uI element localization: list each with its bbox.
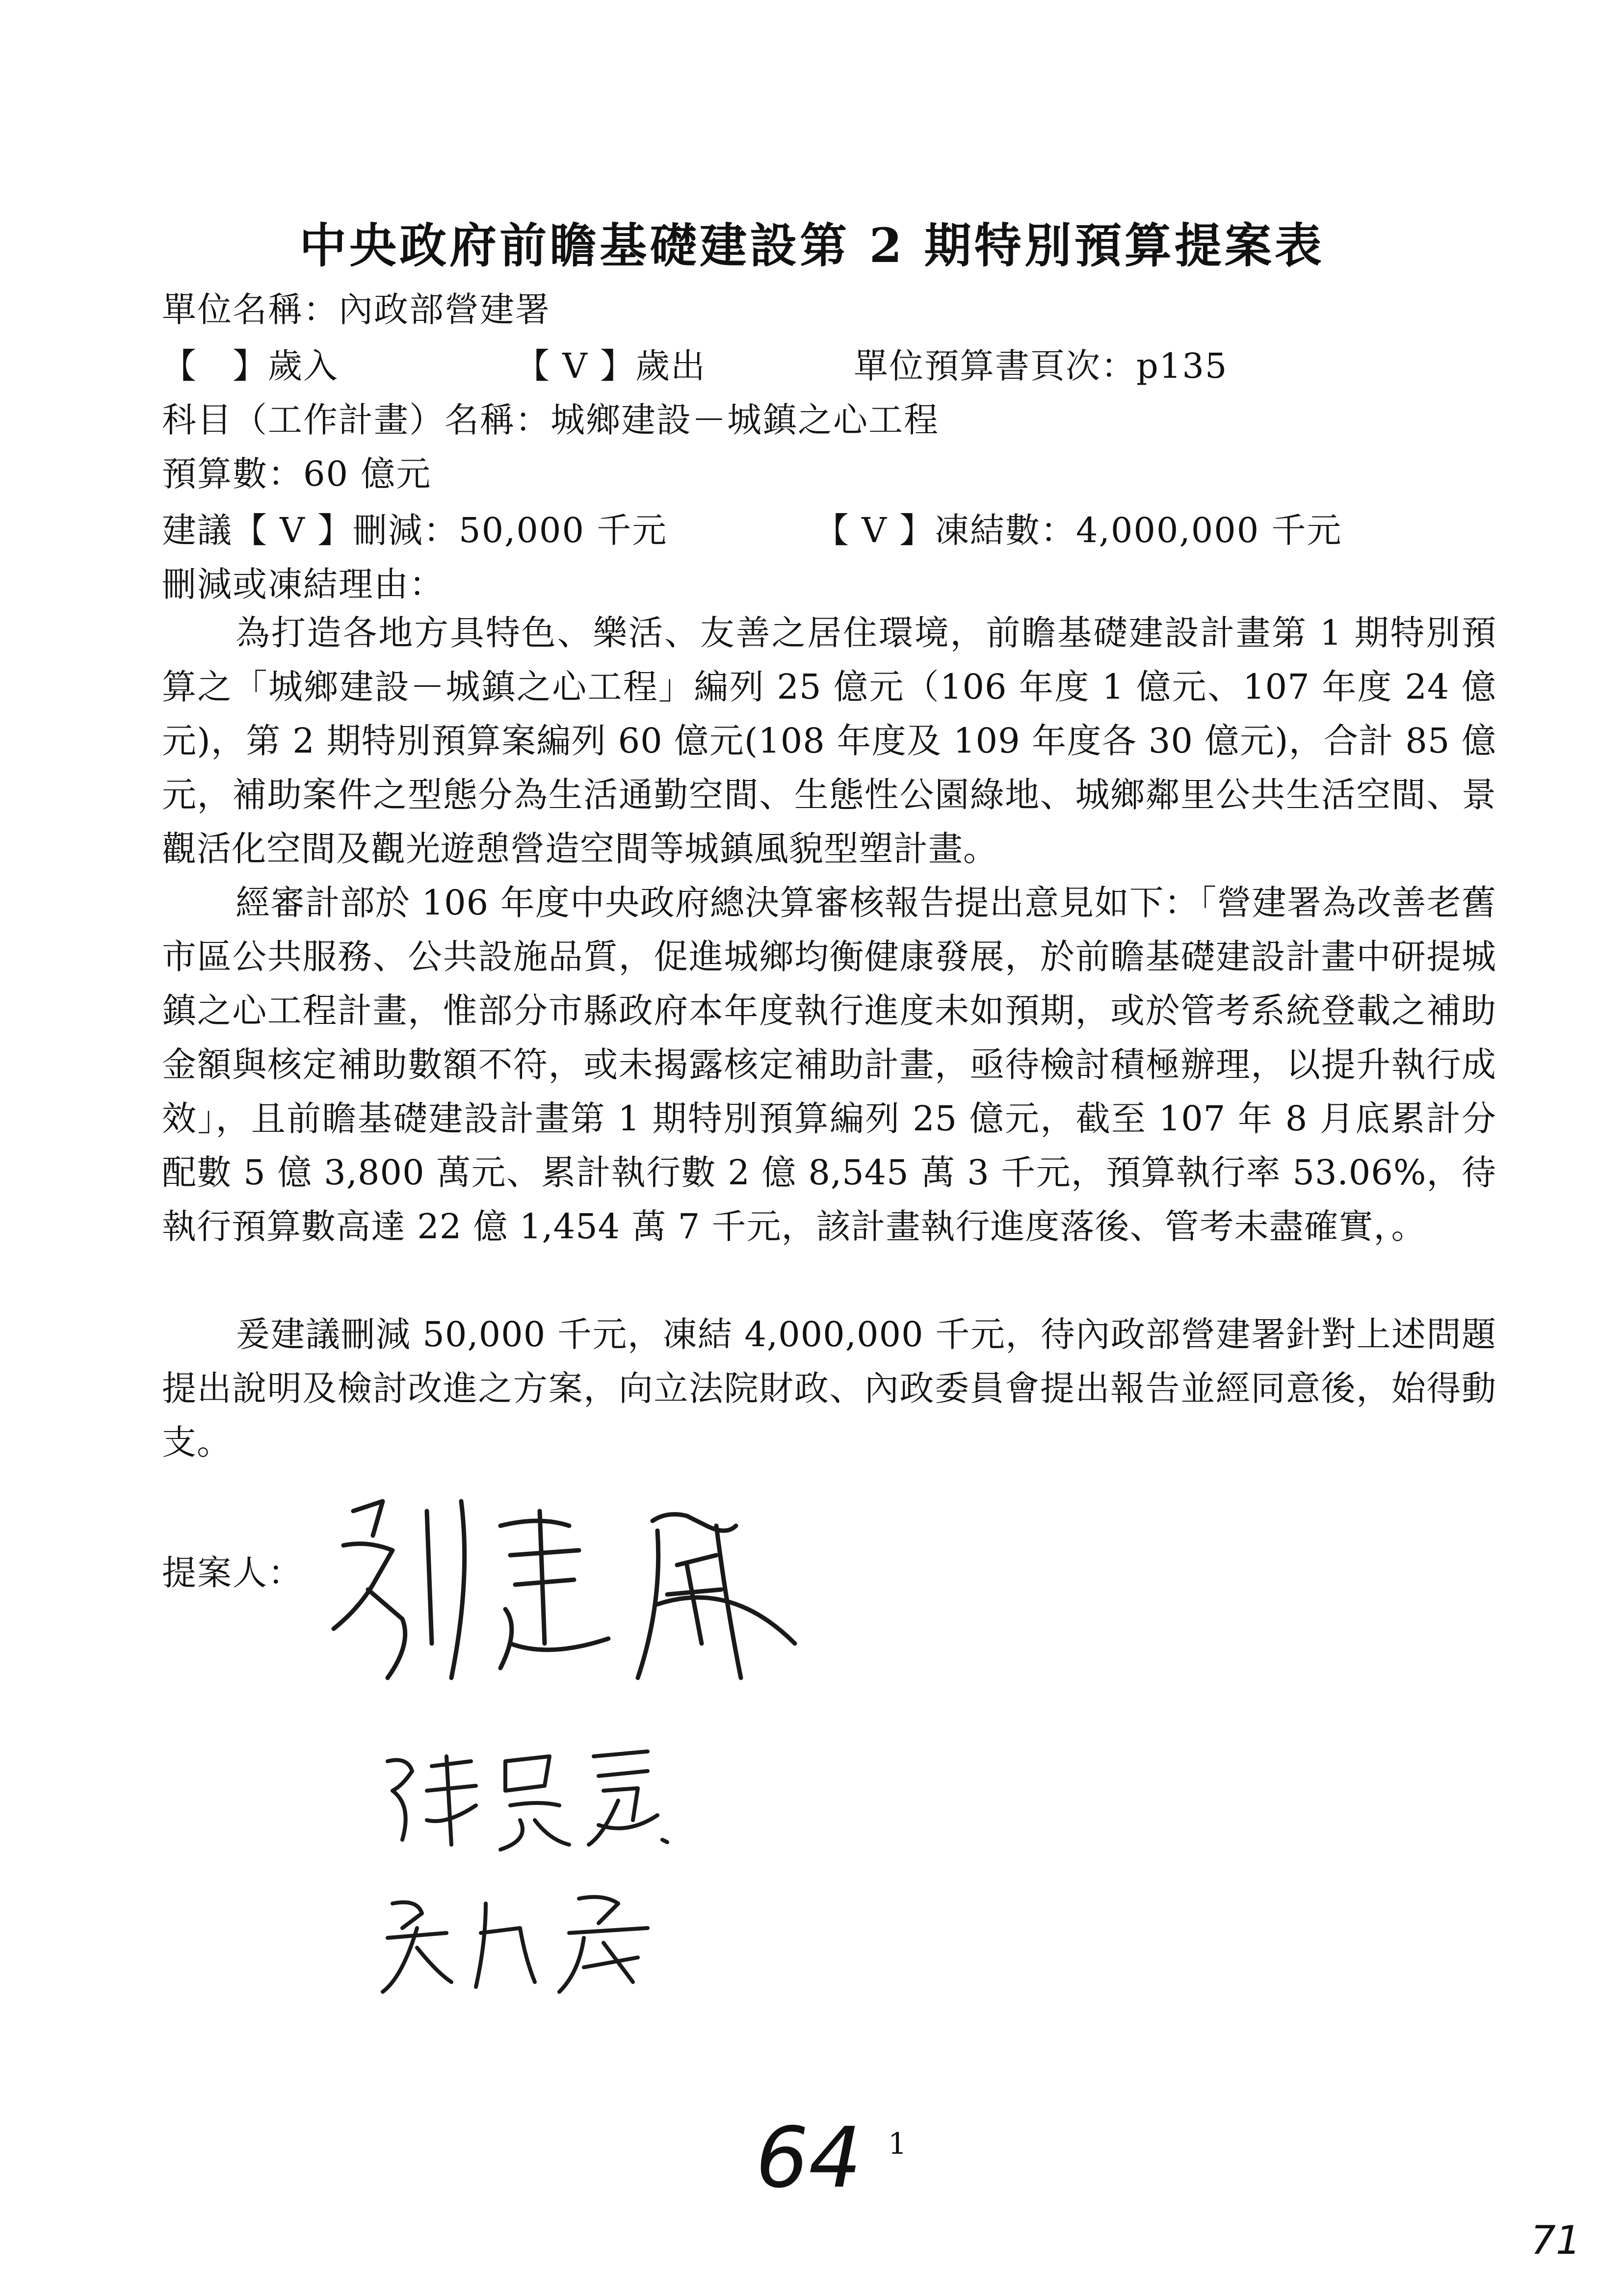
corner-number: 71 <box>1531 2218 1581 2263</box>
signature-2 <box>373 1742 687 1854</box>
revenue-checkbox: 【 】歲入 <box>162 346 339 386</box>
page-title: 中央政府前瞻基礎建設第 2 期特別預算提案表 <box>299 218 1325 273</box>
handwritten-page-number: 64 <box>756 2110 862 2207</box>
reason-paragraph-3: 爰建議刪減 50,000 千元，凍結 4,000,000 千元，待內政部營建署針對上述問題提出說明及檢討改進之方案，向立法院財政、內政委員會提出報告並經同意後，始得動支。 <box>162 1314 1496 1462</box>
reason-label: 刪減或凍結理由： <box>162 564 445 604</box>
signature-1 <box>314 1482 829 1697</box>
reason-paragraph-1: 為打造各地方具特色、樂活、友善之居住環境，前瞻基礎建設計畫第 1 期特別預算之「城鄉建設－城鎮之心工程」編列 25 億元（106 年度 1 億元、107 年度 24 億元)，第 2 期特別預算案編列 60 億元(108 年度及 109 年度各 30 億元)，合計 85 億元，補助案件之型態分為生活通勤空間、生態性公園綠地、城鄉鄰里公共生活空間、景觀活化空間及觀光遊憩營造空間等城鎮風貌型塑計畫。 <box>162 613 1496 869</box>
reason-paragraph-2: 經審計部於 106 年度中央政府總決算審核報告提出意見如下：「營建署為改善老舊市區公共服務、公共設施品質，促進城鄉均衡健康發展，於前瞻基礎建設計畫中研提城鎮之心工程計畫，惟部分市縣政府本年度執行進度未如預期，或於管考系統登載之補助金額與核定補助數額不符，或未揭露核定補助計畫，亟待檢討積極辦理，以提升執行成效」，且前瞻基礎建設計畫第 1 期特別預算編列 25 億元，截至 107 年 8 月底累計分配數 5 億 3,800 萬元、累計執行數 2 億 8,545 萬 3 千元，預算執行率 53.06%，待執行預算數高達 22 億 1,454 萬 7 千元，該計畫執行進度落後、管考未盡確實，。 <box>162 883 1496 1247</box>
page-number: 1 <box>888 2127 907 2161</box>
budget-amount: 預算數：60 億元 <box>162 454 432 494</box>
expenditure-checkbox: 【 V 】歲出 <box>515 346 707 386</box>
proposer-label: 提案人： <box>162 1553 303 1593</box>
subject-name: 科目（工作計畫）名稱：城鄉建設－城鎮之心工程 <box>162 400 939 440</box>
budget-page-reference: 單位預算書頁次：p135 <box>854 346 1228 386</box>
unit-name: 單位名稱：內政部營建署 <box>162 289 550 330</box>
proposed-cut: 建議【 V 】刪減：50,000 千元 <box>162 510 668 550</box>
proposed-freeze: 【 V 】凍結數：4,000,000 千元 <box>814 510 1342 550</box>
signature-3 <box>373 1884 667 1997</box>
